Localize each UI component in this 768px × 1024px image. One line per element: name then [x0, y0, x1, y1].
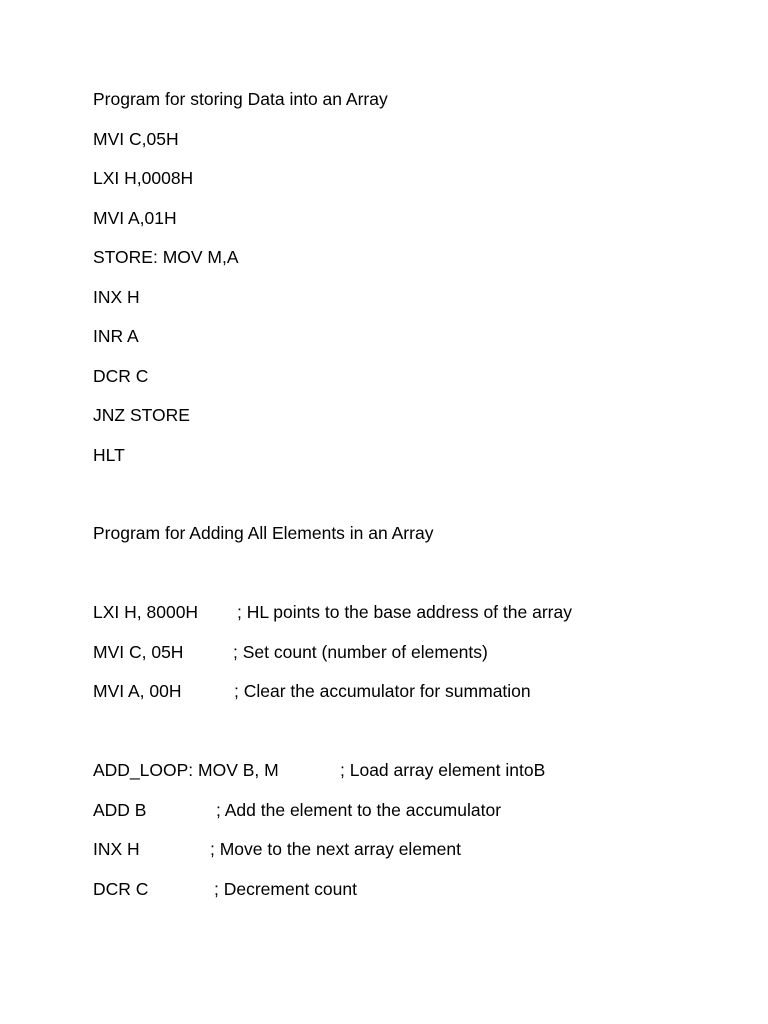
code-line: STORE: MOV M,A [93, 247, 239, 267]
code-comment: ; Set count (number of elements) [233, 642, 488, 662]
code-instruction: MVI A, 00H [93, 681, 182, 701]
code-line [93, 799, 502, 821]
code-comment: ; Move to the next array element [210, 839, 461, 859]
code-line: JNZ STORE [93, 405, 190, 425]
code-line [93, 838, 461, 860]
code-line [93, 601, 572, 623]
code-line [93, 680, 531, 702]
section-2-heading: Program for Adding All Elements in an Array [93, 523, 434, 543]
code-line: INX H [93, 287, 140, 307]
code-line [93, 878, 357, 900]
code-line: MVI A,01H [93, 208, 177, 228]
code-line: MVI C,05H [93, 129, 179, 149]
code-instruction: MVI C, 05H [93, 642, 184, 662]
code-line [93, 641, 488, 663]
code-comment: ; Add the element to the accumulator [216, 800, 502, 820]
code-comment: ; Decrement count [214, 879, 357, 899]
section-1-heading: Program for storing Data into an Array [93, 89, 388, 109]
code-comment: ; Load array element intoB [340, 760, 546, 780]
code-instruction: ADD B [93, 800, 147, 820]
code-instruction: ADD_LOOP: MOV B, M [93, 760, 279, 780]
code-line: INR A [93, 326, 139, 346]
code-line [93, 759, 546, 781]
code-comment: ; Clear the accumulator for summation [234, 681, 531, 701]
code-instruction: LXI H, 8000H [93, 602, 199, 622]
code-comment: ; HL points to the base address of the array [237, 602, 572, 622]
code-instruction: INX H [93, 839, 140, 859]
code-line: HLT [93, 445, 125, 465]
code-instruction: DCR C [93, 879, 149, 899]
code-line: DCR C [93, 366, 149, 386]
code-line: LXI H,0008H [93, 168, 194, 188]
